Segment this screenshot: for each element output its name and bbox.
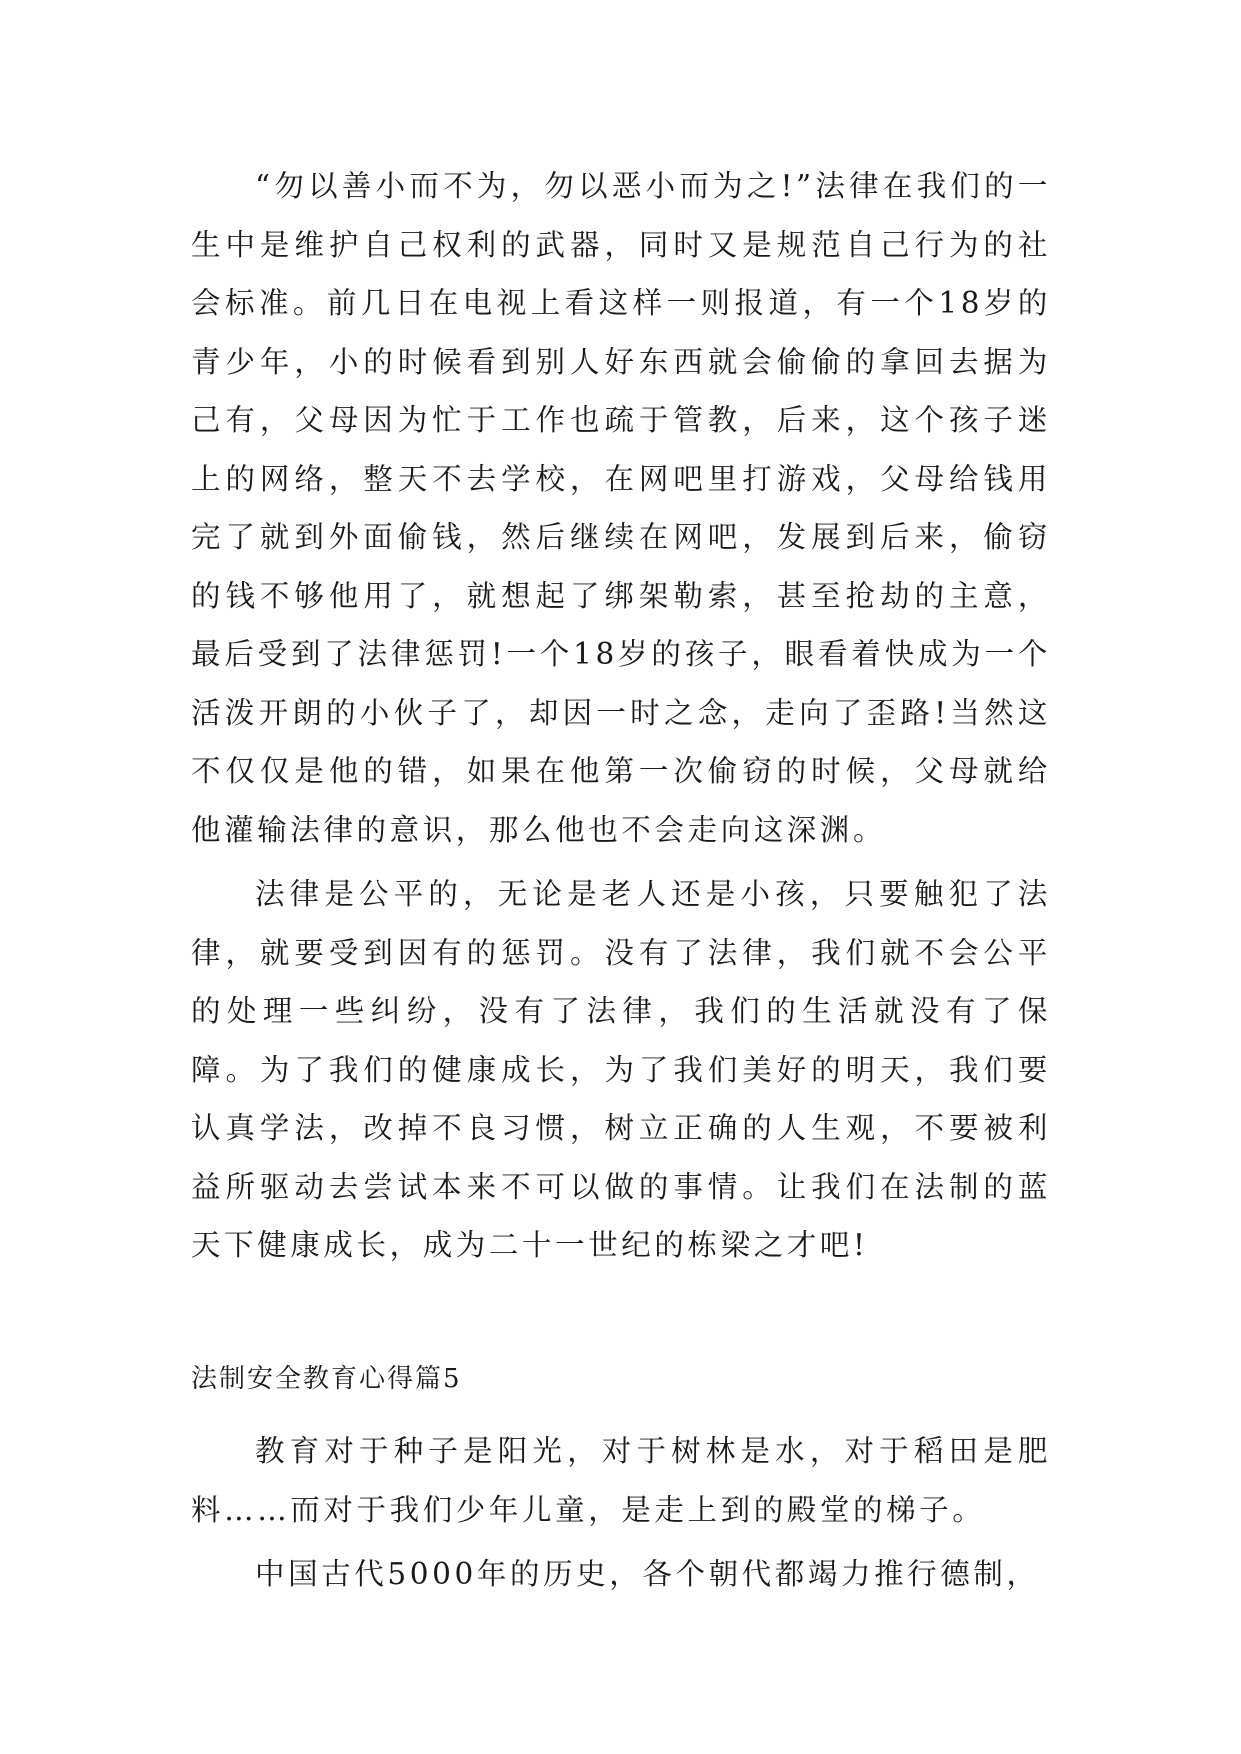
body-paragraph: 中国古代5000年的历史，各个朝代都竭力推行德制，: [255, 1557, 1040, 1591]
body-paragraph: 教育对于种子是阳光，对于树林是水，对于稻田是肥料……而对于我们少年儿童，是走上到的殿堂的梯子。: [191, 1434, 1051, 1527]
section-heading: 法制安全教育心得篇5: [191, 1363, 462, 1394]
body-paragraph: “勿以善小而不为，勿以恶小而为之!”法律在我们的一生中是维护自己权利的武器，同时又是规范自己行为的社会标准。前几日在电视上看这样一则报道，有一个18岁的青少年，小的时候看到别人好东西就会偷偷的拿回去据为己有，父母因为忙于工作也疏于管教，后来，这个孩子迷上的网络，整天不去学校，在网吧里打游戏，父母给钱用完了就到外面偷钱，然后继续在网吧，发展到后来，偷窃的钱不够他用了，就想起了绑架勒索，甚至抢劫的主意，最后受到了法律惩罚!一个18岁的孩子，眼看着快成为一个活泼开朗的小伙子了，却因一时之念，走向了歪路!当然这不仅仅是他的错，如果在他第一次偷窃的时候，父母就给他灌输法律的意识，那么他也不会走向这深渊。: [191, 169, 1051, 847]
body-paragraph: 法律是公平的，无论是老人还是小孩，只要触犯了法律，就要受到因有的惩罚。没有了法律，我们就不会公平的处理一些纠纷，没有了法律，我们的生活就没有了保障。为了我们的健康成长，为了我们美好的明天，我们要认真学法，改掉不良习惯，树立正确的人生观，不要被利益所驱动去尝试本来不可以做的事情。让我们在法制的蓝天下健康成长，成为二十一世纪的栋梁之才吧!: [191, 877, 1051, 1262]
document-body: [191, 157, 1051, 1604]
